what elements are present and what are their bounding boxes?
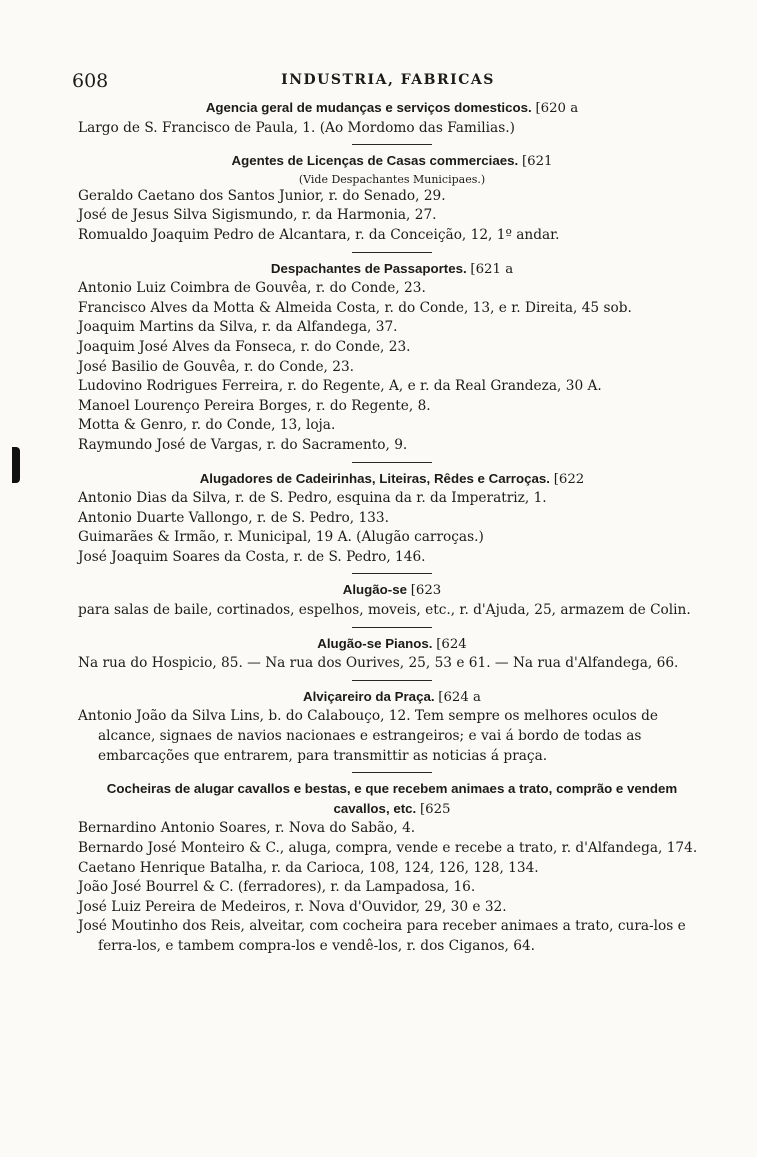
section-despachantes bbox=[78, 259, 706, 456]
list-item: para salas de baile, cortinados, espelhos, moveis, etc., r. d'Ajuda, 25, armazem de Colin. bbox=[78, 602, 691, 619]
list-item: Guimarães & Irmão, r. Municipal, 19 A. (Alugão carroças.) bbox=[78, 529, 484, 546]
list-item: João José Bourrel & C. (ferradores), r. da Lampadosa, 16. bbox=[78, 879, 476, 896]
section-divider bbox=[352, 680, 432, 681]
section-heading: Agencia geral de mudanças e serviços domesticos. [620 a bbox=[205, 100, 579, 116]
list-item: Antonio João da Silva Lins, b. do Calabouço, 12. Tem sempre os melhores oculos de alcance, signaes de navios nacionaes e estrangeiros; e vai á bordo de todas as embarcações que entrarem, para transmittir as noticias á praça. bbox=[78, 708, 658, 764]
section-divider bbox=[352, 627, 432, 628]
list-item: José Luiz Pereira de Medeiros, r. Nova d'Ouvidor, 29, 30 e 32. bbox=[78, 898, 507, 915]
section-alugadores bbox=[78, 469, 706, 568]
section-divider bbox=[352, 772, 432, 773]
section-divider bbox=[352, 144, 432, 145]
list-item: Motta & Genro, r. do Conde, 13, loja. bbox=[78, 417, 336, 434]
running-head bbox=[72, 70, 704, 90]
list-item: Antonio Duarte Vallongo, r. de S. Pedro, 133. bbox=[78, 509, 389, 526]
binding-mark bbox=[12, 447, 20, 483]
list-item: Joaquim José Alves da Fonseca, r. do Conde, 23. bbox=[78, 338, 411, 355]
list-item: José de Jesus Silva Sigismundo, r. da Harmonia, 27. bbox=[78, 207, 437, 224]
page-number: 608 bbox=[72, 70, 109, 92]
section-agentes-licencas bbox=[78, 151, 706, 245]
page-content bbox=[78, 98, 706, 957]
section-heading: Despachantes de Passaportes. [621 a bbox=[270, 260, 514, 277]
list-item: Raymundo José de Vargas, r. do Sacramento, 9. bbox=[78, 436, 408, 453]
list-item: Francisco Alves da Motta & Almeida Costa, r. do Conde, 13, e r. Direita, 45 sob. bbox=[78, 299, 632, 316]
section-code: [624 a bbox=[438, 689, 481, 705]
section-cocheiras bbox=[78, 779, 706, 956]
list-item: José Moutinho dos Reis, alveitar, com cocheira para receber animaes a trato, cura-los e ferra-los, e tambem compra-los e vendê-los, r. dos Ciganos, 64. bbox=[78, 918, 686, 954]
list-item: Romualdo Joaquim Pedro de Alcantara, r. da Conceição, 12, 1º andar. bbox=[78, 226, 560, 243]
list-item: Ludovino Rodrigues Ferreira, r. do Regente, A, e r. da Real Grandeza, 30 A. bbox=[78, 378, 602, 395]
section-code: [623 bbox=[410, 583, 442, 599]
list-item: Na rua do Hospicio, 85. — Na rua dos Ourives, 25, 53 e 61. — Na rua d'Alfandega, 66. bbox=[78, 655, 679, 672]
section-divider bbox=[352, 462, 432, 463]
running-title: INDUSTRIA, FABRICAS bbox=[281, 72, 495, 88]
section-code: [621 bbox=[521, 154, 553, 170]
list-item: Joaquim Martins da Silva, r. da Alfandega, 37. bbox=[78, 319, 398, 336]
list-item: Caetano Henrique Batalha, r. da Carioca, 108, 124, 126, 128, 134. bbox=[78, 859, 539, 876]
section-heading: Alviçareiro da Praça. [624 a bbox=[302, 688, 481, 705]
section-heading: Alugadores de Cadeirinhas, Liteiras, Rêdes e Carroças. [622 bbox=[199, 470, 585, 487]
section-heading: Agentes de Licenças de Casas commerciaes. [621 bbox=[231, 153, 553, 170]
list-item: Bernardino Antonio Soares, r. Nova do Sabão, 4. bbox=[78, 820, 416, 837]
section-heading: Cocheiras de alugar cavallos e bestas, e que recebem animaes a trato, comprão e vendem cavallos, etc. [625 bbox=[106, 781, 678, 817]
section-heading: Alugão-se Pianos. [624 bbox=[317, 635, 467, 652]
list-item: Bernardo José Monteiro & C., aluga, compra, vende e recebe a trato, r. d'Alfandega, 174. bbox=[78, 840, 698, 856]
list-item: Manoel Lourenço Pereira Borges, r. do Regente, 8. bbox=[78, 397, 431, 414]
section-code: [620 a bbox=[535, 101, 579, 116]
list-item: José Joaquim Soares da Costa, r. de S. Pedro, 146. bbox=[78, 548, 426, 565]
section-divider bbox=[352, 252, 432, 253]
list-item: Geraldo Caetano dos Santos Junior, r. do Senado, 29. bbox=[78, 187, 446, 204]
section-code: [624 bbox=[436, 636, 467, 652]
cross-reference-note: (Vide Despachantes Municipaes.) bbox=[298, 172, 486, 186]
section-heading: Alugão-se [623 bbox=[342, 582, 442, 599]
section-alugao-se bbox=[78, 580, 706, 620]
list-item: Antonio Dias da Silva, r. de S. Pedro, esquina da r. da Imperatriz, 1. bbox=[78, 490, 547, 507]
list-item: Largo de S. Francisco de Paula, 1. (Ao Mordomo das Familias.) bbox=[78, 119, 515, 136]
section-alugao-se-pianos bbox=[78, 634, 706, 674]
list-item: Antonio Luiz Coimbra de Gouvêa, r. do Conde, 23. bbox=[78, 280, 426, 297]
section-code: [622 bbox=[553, 471, 585, 487]
list-item: José Basilio de Gouvêa, r. do Conde, 23. bbox=[78, 358, 355, 375]
section-agencia bbox=[78, 98, 706, 138]
section-code: [621 a bbox=[470, 261, 514, 277]
section-code: [625 bbox=[419, 801, 451, 817]
section-alvicareiro bbox=[78, 687, 706, 766]
section-divider bbox=[352, 573, 432, 574]
